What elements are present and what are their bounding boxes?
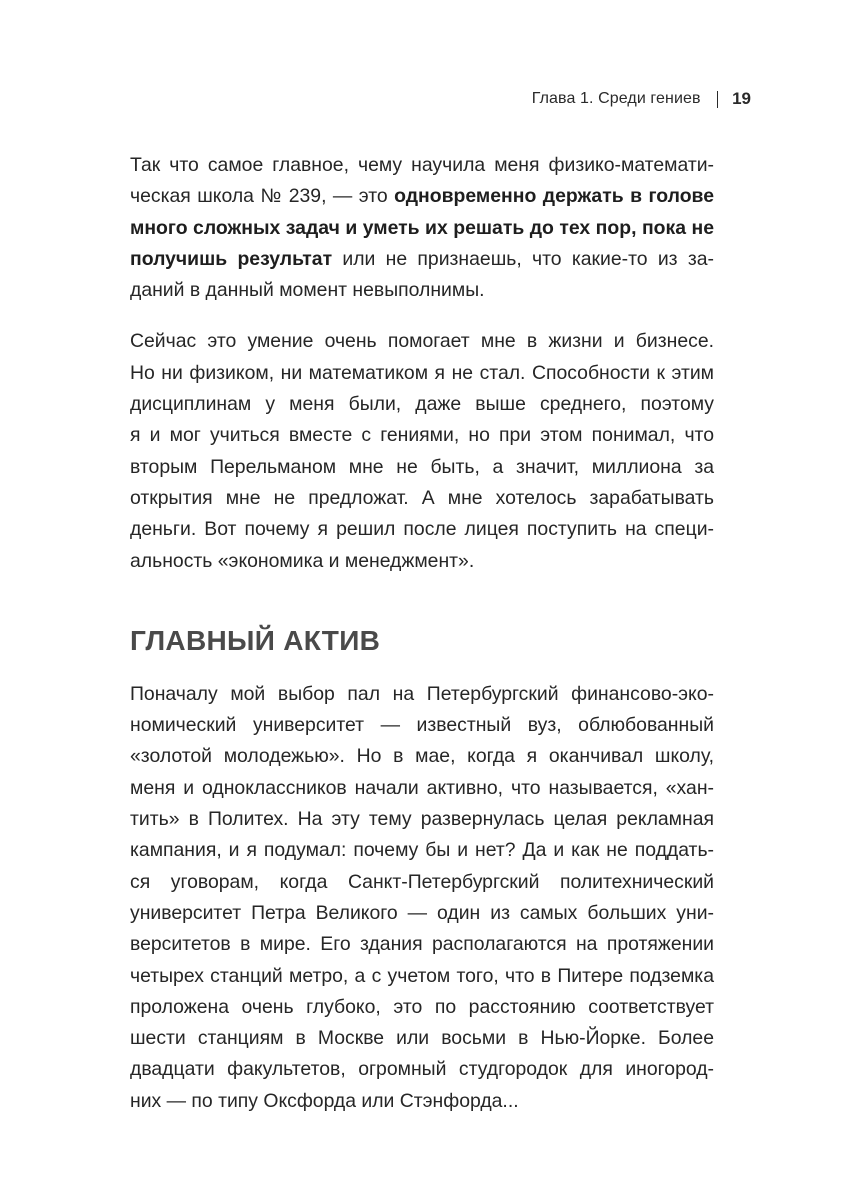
paragraph-3-line: университет Петра Великого — один из самых больших уни- bbox=[130, 901, 714, 924]
chapter-title: Глава 1. Среди гениев bbox=[531, 90, 701, 107]
paragraph-2-line: вторым Перельманом мне не быть, а значит, миллиона за bbox=[130, 455, 714, 478]
paragraph-1-line bbox=[130, 213, 714, 244]
paragraph-2 bbox=[130, 326, 714, 576]
page-body bbox=[130, 150, 714, 1117]
paragraph-3-line: верситетов в мире. Его здания располагаются на протяжении bbox=[130, 933, 714, 956]
paragraph-2-line: деньги. Вот почему я решил после лицея поступить на специ- bbox=[130, 518, 714, 541]
bold-text-run: одновременно держать в голове bbox=[394, 185, 714, 208]
page-number: 19 bbox=[732, 89, 751, 108]
text-run: ческая школа № 239, — это bbox=[130, 185, 395, 208]
paragraph-1-line bbox=[130, 150, 714, 181]
paragraph-3-line: ся уговорам, когда Санкт-Петербургский политехнический bbox=[130, 870, 714, 893]
paragraph-2-line: я и мог учиться вместе с гениями, но при этом понимал, что bbox=[130, 424, 714, 447]
paragraph-3-line: номический университет — известный вуз, облюбованный bbox=[130, 714, 714, 737]
paragraph-2-line: открытия мне не предложат. А мне хотелось зарабатывать bbox=[130, 486, 714, 509]
paragraph-3-line: Поначалу мой выбор пал на Петербургский финансово-эко- bbox=[130, 682, 714, 705]
paragraph-1-line bbox=[130, 181, 714, 212]
header-divider bbox=[717, 91, 719, 108]
paragraph-3-line: «золотой молодежью». Но в мае, когда я оканчивал школу, bbox=[130, 745, 714, 768]
paragraph-3-line: кампания, и я подумал: почему бы и нет? Да и как не поддать- bbox=[130, 839, 714, 862]
paragraph-1 bbox=[130, 150, 714, 306]
paragraph-3 bbox=[130, 679, 714, 1117]
paragraph-2-line: Сейчас это умение очень помогает мне в жизни и бизнесе. bbox=[130, 330, 714, 353]
bold-text-run: много сложных задач и уметь их решать до тех пор, пока не bbox=[130, 216, 714, 239]
paragraph-1-line bbox=[130, 244, 714, 275]
text-run: Так что самое главное, чему научила меня физико-математи- bbox=[130, 154, 714, 176]
paragraph-3-line: шести станциям в Москве или восьми в Нью-Йорке. Более bbox=[130, 1027, 714, 1050]
paragraph-2-line: альность «экономика и менеджмент». bbox=[130, 549, 475, 572]
section-heading: ГЛАВНЫЙ АКТИВ bbox=[130, 624, 381, 656]
paragraph-3-line: двадцати факультетов, огромный студгородок для иногород- bbox=[130, 1058, 714, 1081]
paragraph-3-line: них — по типу Оксфорда или Стэнфорда... bbox=[130, 1089, 519, 1112]
paragraph-3-line: тить» в Политех. На эту тему развернулась целая рекламная bbox=[130, 808, 714, 831]
bold-text-run: получишь результат bbox=[130, 247, 333, 270]
paragraph-2-line: дисциплинам у меня были, даже выше среднего, поэтому bbox=[130, 393, 714, 416]
paragraph-3-line: проложена очень глубоко, это по расстоянию соответствует bbox=[130, 995, 714, 1018]
text-run: или не признаешь, что какие-то из за- bbox=[332, 247, 714, 270]
paragraph-2-line: Но ни физиком, ни математиком я не стал. Способности к этим bbox=[130, 361, 714, 384]
paragraph-3-line: четырех станций метро, а с учетом того, что в Питере подземка bbox=[130, 964, 714, 987]
paragraph-1-line bbox=[130, 275, 714, 306]
running-header bbox=[532, 89, 751, 109]
text-run: даний в данный момент невыполнимы. bbox=[130, 279, 485, 302]
paragraph-3-line: меня и одноклассников начали активно, что называется, «хан- bbox=[130, 776, 714, 799]
